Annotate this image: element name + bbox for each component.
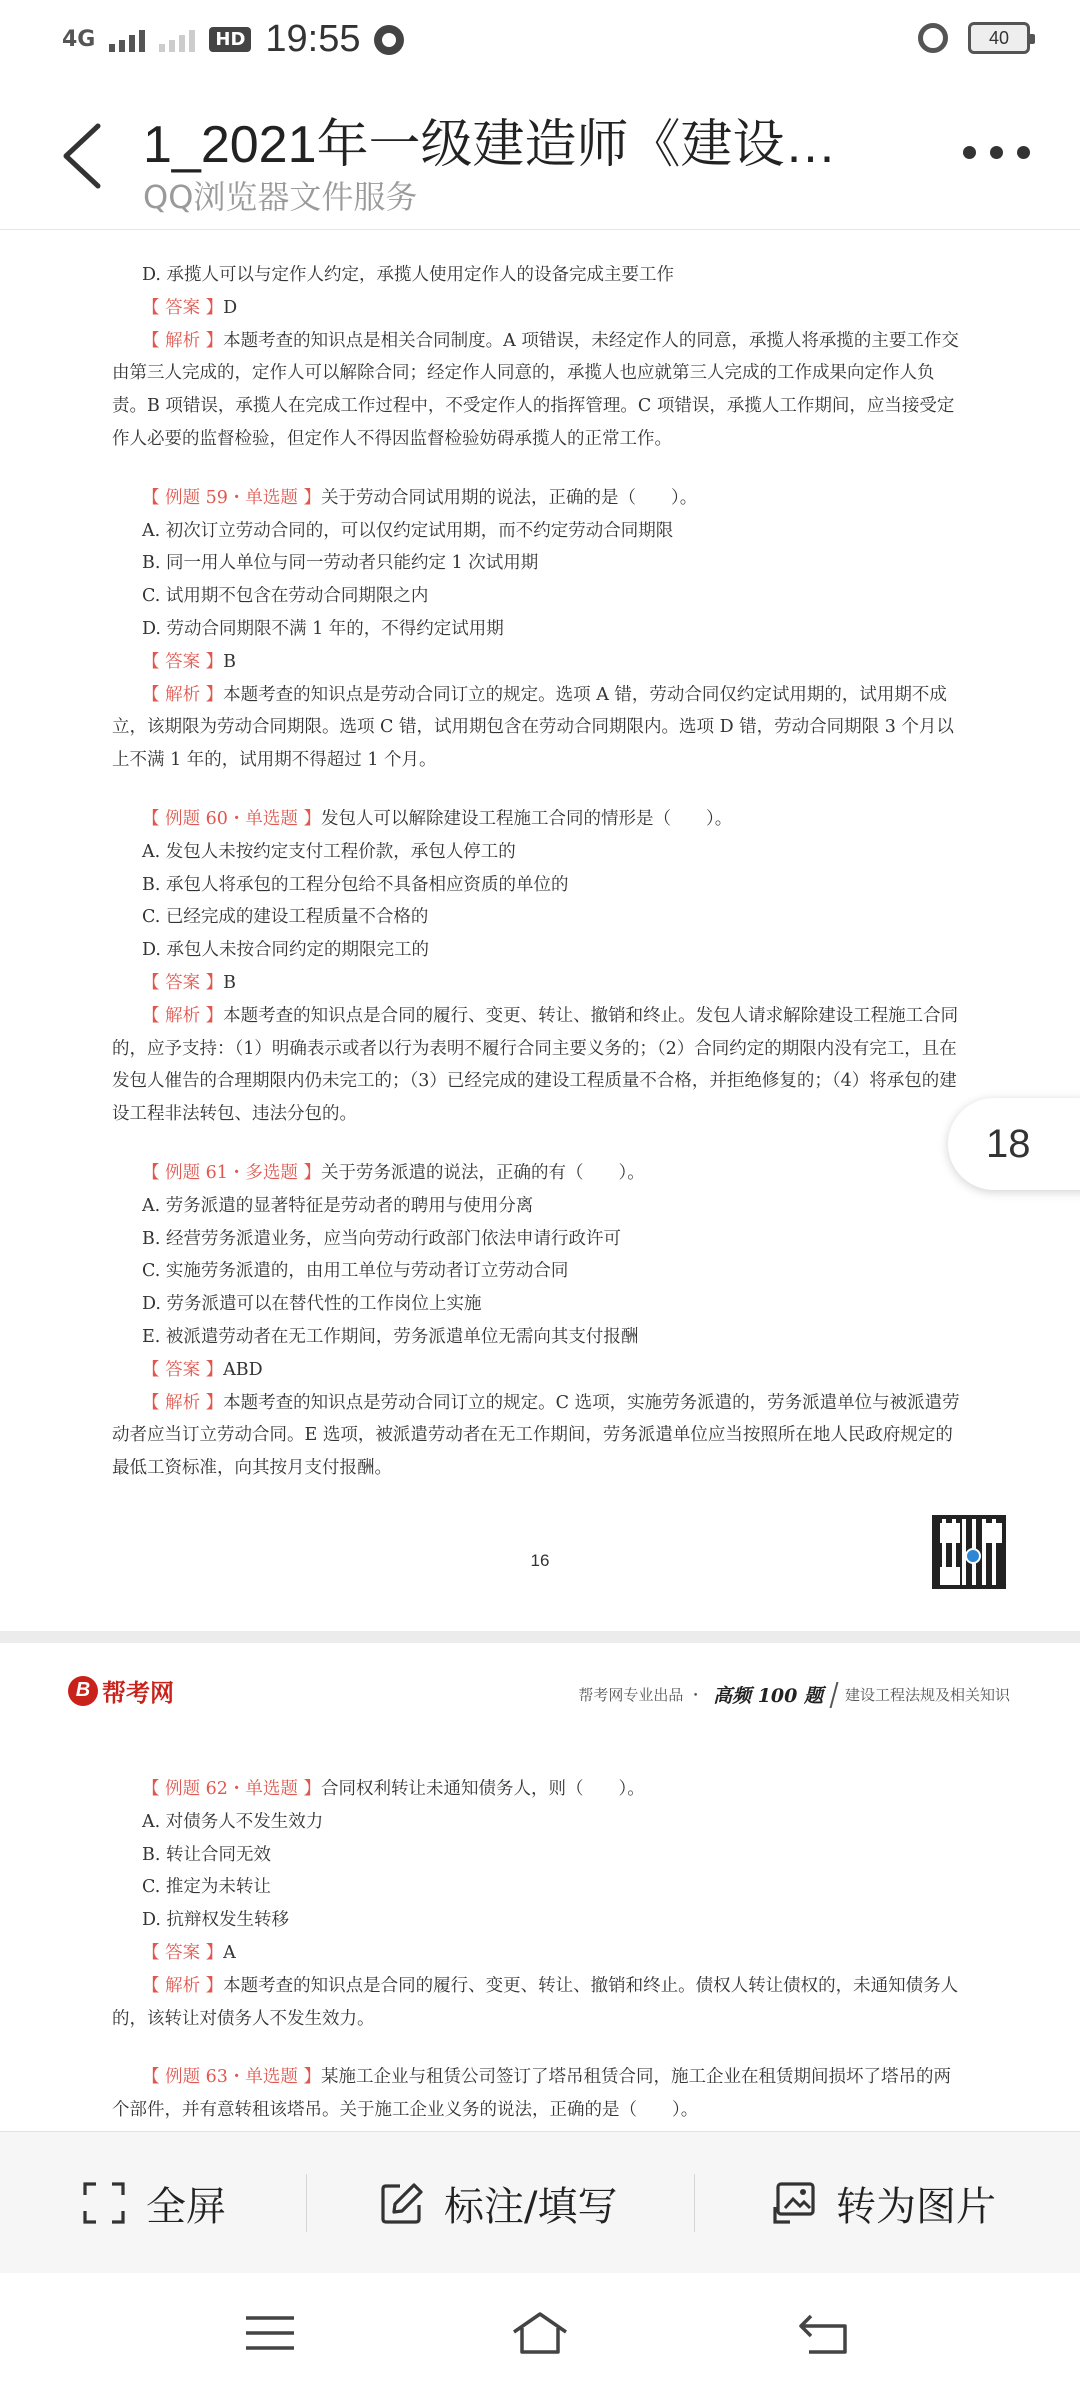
- toolbar-divider: [306, 2174, 307, 2232]
- tagged-line: [112, 1937, 968, 1970]
- line-text: B: [223, 972, 237, 993]
- line-text: 关于劳务派遣的说法，正确的有（ ）。: [320, 1162, 645, 1183]
- line-text: B. 转让合同无效: [142, 1844, 271, 1865]
- section-tag: 【 解析 】: [142, 1392, 224, 1413]
- option-line: [112, 836, 968, 869]
- document-page: [0, 231, 1080, 1630]
- section-tag: 【 例题 61・多选题 】: [142, 1162, 321, 1183]
- image-convert-icon: [772, 2181, 816, 2225]
- option-line: [112, 580, 968, 613]
- signal-icon: [109, 28, 145, 52]
- line-text: A. 发包人未按约定支付工程价款，承包人停工的: [142, 841, 516, 862]
- line-text: E. 被派遣劳动者在无工作期间，劳务派遣单位无需向其支付报酬: [142, 1326, 639, 1347]
- home-button[interactable]: [500, 2303, 580, 2363]
- line-text: A. 初次订立劳动合同的，可以仅约定试用期，而不约定劳动合同期限: [142, 520, 674, 541]
- tagged-line: [112, 482, 968, 515]
- tagged-line: [112, 646, 968, 679]
- tagged-line: [112, 1157, 968, 1190]
- system-nav-bar: [0, 2273, 1080, 2400]
- annotate-label: 标注/填写: [444, 2183, 618, 2230]
- section-tag: 【 解析 】: [142, 330, 224, 351]
- section-tag: 【 解析 】: [142, 684, 224, 705]
- line-text: A. 劳务派遣的显著特征是劳动者的聘用与使用分离: [142, 1195, 534, 1216]
- option-line: [112, 1871, 968, 1904]
- line-text: C. 推定为未转让: [142, 1877, 271, 1898]
- book-title: 建设工程法规及相关知识: [844, 1686, 1010, 1704]
- line-text: 本题考查的知识点是劳动合同订立的规定。C 选项，实施劳务派遣的，劳务派遣单位与被派遣劳动者应当订立劳动合同。E 选项，被派遣劳动者在无工作期间，劳务派遣单位应当按照所在地人民政府规定的最低工资标准，向其按月支付报酬。: [112, 1392, 960, 1479]
- tagged-line: [112, 325, 968, 456]
- section-tag: 【 答案 】: [142, 1942, 224, 1963]
- page-number: 16: [530, 1551, 550, 1570]
- menu-icon: [240, 2308, 300, 2358]
- convert-to-image-label: 转为图片: [836, 2183, 996, 2230]
- option-line: [112, 1321, 968, 1354]
- header-divider: [830, 1682, 839, 1708]
- status-right: [918, 22, 1030, 54]
- document-title: 1_2021年一级建造师《建设…: [143, 116, 837, 174]
- back-nav-button[interactable]: [785, 2303, 865, 2363]
- convert-to-image-button[interactable]: [772, 2132, 996, 2274]
- section-tag: 【 答案 】: [142, 297, 224, 318]
- page-indicator[interactable]: 18: [948, 1098, 1080, 1190]
- tagged-line: [112, 292, 968, 325]
- more-button[interactable]: [963, 146, 1030, 159]
- section-tag: 【 例题 62・单选题 】: [142, 1779, 321, 1799]
- option-line: [112, 613, 968, 646]
- line-text: C. 实施劳务派遣的，由用工单位与劳动者订立劳动合同: [142, 1261, 569, 1282]
- line-text: B. 承包人将承包的工程分包给不具备相应资质的单位的: [142, 874, 569, 895]
- publisher-logo: [68, 1673, 174, 1708]
- tagged-line: [112, 1000, 968, 1131]
- page-separator: [0, 1631, 1080, 1643]
- annotate-button[interactable]: [380, 2132, 617, 2274]
- option-line: [112, 1806, 968, 1839]
- tagged-line: [112, 1773, 968, 1806]
- line-text: 本题考查的知识点是合同的履行、变更、转让、撤销和终止。债权人转让债权的，未通知债务人的，该转让对债务人不发生效力。: [112, 1975, 959, 2029]
- section-tag: 【 例题 59・单选题 】: [142, 487, 321, 508]
- line-text: 合同权利转让未通知债务人，则（ ）。: [320, 1779, 645, 1799]
- fullscreen-button[interactable]: [82, 2132, 226, 2274]
- more-dot-icon: [963, 146, 976, 159]
- signal-2-icon: [159, 28, 195, 52]
- line-text: A. 对债务人不发生效力: [142, 1811, 324, 1832]
- page-running-header: [578, 1681, 1010, 1708]
- hd-badge: HD: [209, 27, 251, 52]
- section-tag: 【 例题 63・单选题 】: [142, 2067, 321, 2088]
- tagged-line: [112, 1387, 968, 1485]
- option-line: [112, 515, 968, 548]
- option-line: [112, 901, 968, 934]
- line-text: B. 同一用人单位与同一劳动者只能约定 1 次试用期: [142, 553, 539, 574]
- bottom-toolbar: [0, 2131, 1080, 2273]
- line-text: ABD: [223, 1359, 263, 1380]
- line-text: D. 劳务派遣可以在替代性的工作岗位上实施: [142, 1294, 482, 1315]
- tagged-line: [112, 679, 968, 777]
- line-text: 本题考查的知识点是劳动合同订立的规定。选项 A 错，劳动合同仅约定试用期的，试用期不成立，该期限为劳动合同期限。选项 C 错，试用期包含在劳动合同期限内。选项 D 错，劳动合同期限 3 个月以上不满 1 年的，试用期不得超过 1 个月。: [112, 684, 954, 771]
- more-dot-icon: [1017, 146, 1030, 159]
- line-text: D. 承揽人可以与定作人约定，承揽人使用定作人的设备完成主要工作: [142, 265, 675, 285]
- app-header: [0, 80, 1080, 230]
- chevron-left-icon: [58, 120, 106, 192]
- fullscreen-label: 全屏: [146, 2183, 226, 2230]
- qr-code-icon: [932, 1515, 1006, 1589]
- back-arrow-icon: [795, 2308, 855, 2358]
- option-line: [112, 1255, 968, 1288]
- section-tag: 【 解析 】: [142, 1005, 224, 1026]
- qq-browser-icon: [374, 25, 404, 55]
- option-line: [112, 1904, 968, 1937]
- tagged-line: [112, 1970, 968, 2036]
- section-tag: 【 答案 】: [142, 1359, 224, 1380]
- clock: 19:55: [265, 18, 361, 60]
- section-tag: 【 解析 】: [142, 1975, 224, 1996]
- page-content: [112, 1773, 968, 2127]
- toolbar-divider: [694, 2174, 695, 2232]
- logo-icon: B: [68, 1676, 98, 1706]
- option-line: [112, 1190, 968, 1223]
- option-line: [112, 1839, 968, 1872]
- document-page: [0, 1643, 1080, 2131]
- tagged-line: [112, 803, 968, 836]
- page-content: [112, 259, 968, 1485]
- line-text: 发包人可以解除建设工程施工合同的情形是（ ）。: [320, 808, 733, 829]
- status-left: [62, 18, 404, 61]
- line-text: 本题考查的知识点是相关合同制度。A 项错误，未经定作人的同意，承揽人将承揽的主要工作交由第三人完成的，定作人可以解除合同；经定作人同意的，承揽人也应就第三人完成的工作成果向定作人负责。B 项错误，承揽人在完成工作过程中，不受定作人的指挥管理。C 项错误，承揽人工作期间，应当接受定作人必要的监督检验，但定作人不得因监督检验妨碍承揽人的正常工作。: [112, 330, 959, 449]
- line-text: A: [223, 1942, 236, 1963]
- series-brand: 高频 100 题: [713, 1685, 823, 1707]
- edit-icon: [380, 2181, 424, 2225]
- home-icon: [510, 2308, 570, 2358]
- option-line: [112, 934, 968, 967]
- tagged-line: [112, 2061, 968, 2127]
- line-text: D. 承包人未按合同约定的期限完工的: [142, 940, 430, 961]
- option-line: [112, 1223, 968, 1256]
- line-text: 关于劳动合同试用期的说法，正确的是（ ）。: [320, 487, 698, 508]
- document-viewer[interactable]: [0, 231, 1080, 2131]
- line-text: D: [223, 297, 238, 318]
- option-line: [112, 1288, 968, 1321]
- section-tag: 【 答案 】: [142, 651, 224, 672]
- section-tag: 【 例题 60・单选题 】: [142, 808, 321, 829]
- recent-apps-button[interactable]: [230, 2303, 310, 2363]
- back-button[interactable]: [58, 120, 118, 200]
- fullscreen-icon: [82, 2181, 126, 2225]
- battery-icon: 40: [968, 22, 1030, 54]
- logo-text: 帮考网: [102, 1679, 174, 1707]
- alarm-icon: [918, 23, 948, 53]
- tagged-line: [112, 967, 968, 1000]
- line-text: 某施工企业与租赁公司签订了塔吊租赁合同，施工企业在租赁期间损坏了塔吊的两个部件，并有意转租该塔吊。关于施工企业义务的说法，正确的是（ ）。: [112, 2067, 951, 2121]
- option-line: [112, 547, 968, 580]
- publisher-label: 帮考网专业出品 ・: [578, 1686, 704, 1704]
- section-tag: 【 答案 】: [142, 972, 224, 993]
- line-text: C. 已经完成的建设工程质量不合格的: [142, 907, 429, 928]
- line-text: 本题考查的知识点是合同的履行、变更、转让、撤销和终止。发包人请求解除建设工程施工合同的，应予支持：（1）明确表示或者以行为表明不履行合同主要义务的；（2）合同约定的期限内没有完工，且在发包人催告的合理期限内仍未完工的；（3）已经完成的建设工程质量不合格，并拒绝修复的；（4）将承包的建设工程非法转包、违法分包的。: [112, 1005, 959, 1125]
- document-subtitle: QQ浏览器文件服务: [143, 178, 418, 216]
- line-text: B. 经营劳务派遣业务，应当向劳动行政部门依法申请行政许可: [142, 1228, 621, 1249]
- status-bar: [0, 0, 1080, 80]
- line-text: D. 劳动合同期限不满 1 年的，不得约定试用期: [142, 618, 504, 639]
- option-line: [112, 259, 968, 292]
- line-text: D. 抗辩权发生转移: [142, 1910, 290, 1931]
- network-type: 4G: [62, 26, 96, 52]
- option-line: [112, 869, 968, 902]
- line-text: C. 试用期不包含在劳动合同期限之内: [142, 586, 429, 607]
- tagged-line: [112, 1354, 968, 1387]
- more-dot-icon: [990, 146, 1003, 159]
- line-text: B: [223, 651, 237, 672]
